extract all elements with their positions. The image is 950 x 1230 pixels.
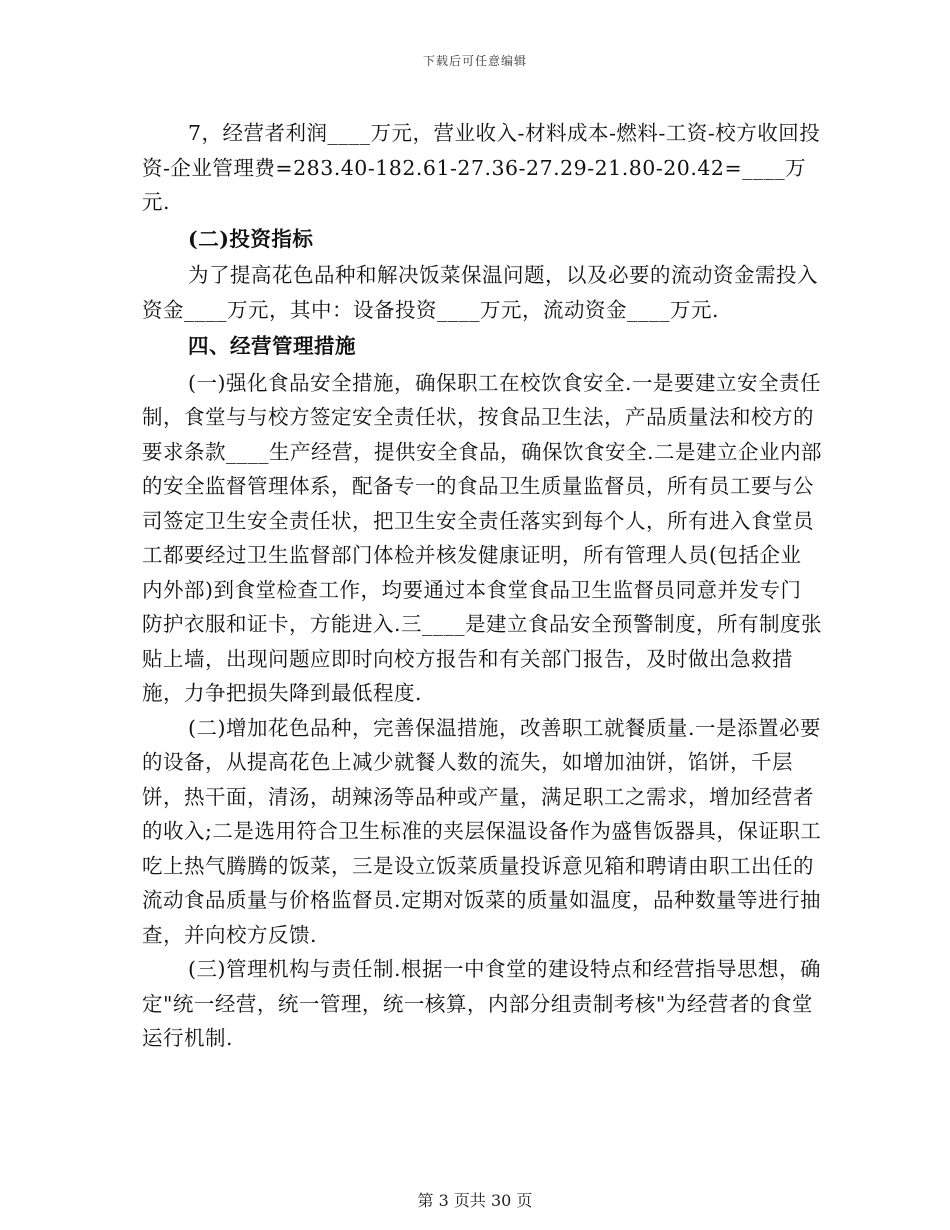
heading-management-measures: 四、经营管理措施 [188, 334, 356, 358]
paragraph-management-structure: (三)管理机构与责任制.根据一中食堂的建设特点和经营指导思想，确定"统一经营，统一管理，统一核算，内部分组责制考核"为经营者的食堂运行机制. [142, 957, 822, 1050]
paragraph-variety-warmth: (二)增加花色品种，完善保温措施，改善职工就餐质量.一是添置必要的设备，从提高花色上减少就餐人数的流失，如增加油饼，馅饼，千层饼，热干面，清汤，胡辣汤等品种或产量，满足职工之需求，增加经营者的收入;二是选用符合卫生标准的夹层保温设备作为盛售饭器具，保证职工吃上热气腾腾的饭菜，三是设立饭菜质量投诉意见箱和聘请由职工出任的流动食品质量与价格监督员.定期对饭菜的质量如温度，品种数量等进行抽查，并向校方反馈. [142, 715, 822, 947]
heading-investment-indicators: (二)投资指标 [188, 226, 314, 251]
page-footer: 第 3 页共 30 页 [417, 1191, 533, 1210]
page-header: 下载后可任意编辑 [422, 54, 527, 68]
paragraph-profit: 7，经营者利润____万元，营业收入-材料成本-燃料-工资-校方收回投资-企业管理费=283.40-182.61-27.36-27.29-21.80-20.42=____万元. [142, 121, 821, 214]
paragraph-food-safety: (一)强化食品安全措施，确保职工在校饮食安全.一是要建立安全责任制，食堂与与校方签定安全责任状，按食品卫生法，产品质量法和校方的要求条款____生产经营，提供安全食品，确保饮食安全.二是建立企业内部的安全监督管理体系，配备专一的食品卫生质量监督员，所有员工要与公司签定卫生安全责任状，把卫生安全责任落实到每个人，所有进入食堂员工都要经过卫生监督部门体检并核发健康证明，所有管理人员(包括企业内外部)到食堂检查工作，均要通过本食堂食品卫生监督员同意并发专门防护衣服和证卡，方能进入.三____是建立食品安全预警制度，所有制度张贴上墙，出现问题应即时向校方报告和有关部门报告，及时做出急救措施，力争把损失降到最低程度. [142, 370, 823, 705]
document-body [142, 116, 822, 1056]
paragraph-investment: 为了提高花色品种和解决饭菜保温问题，以及必要的流动资金需投入资金____万元，其中：设备投资____万元，流动资金____万元. [142, 263, 818, 322]
